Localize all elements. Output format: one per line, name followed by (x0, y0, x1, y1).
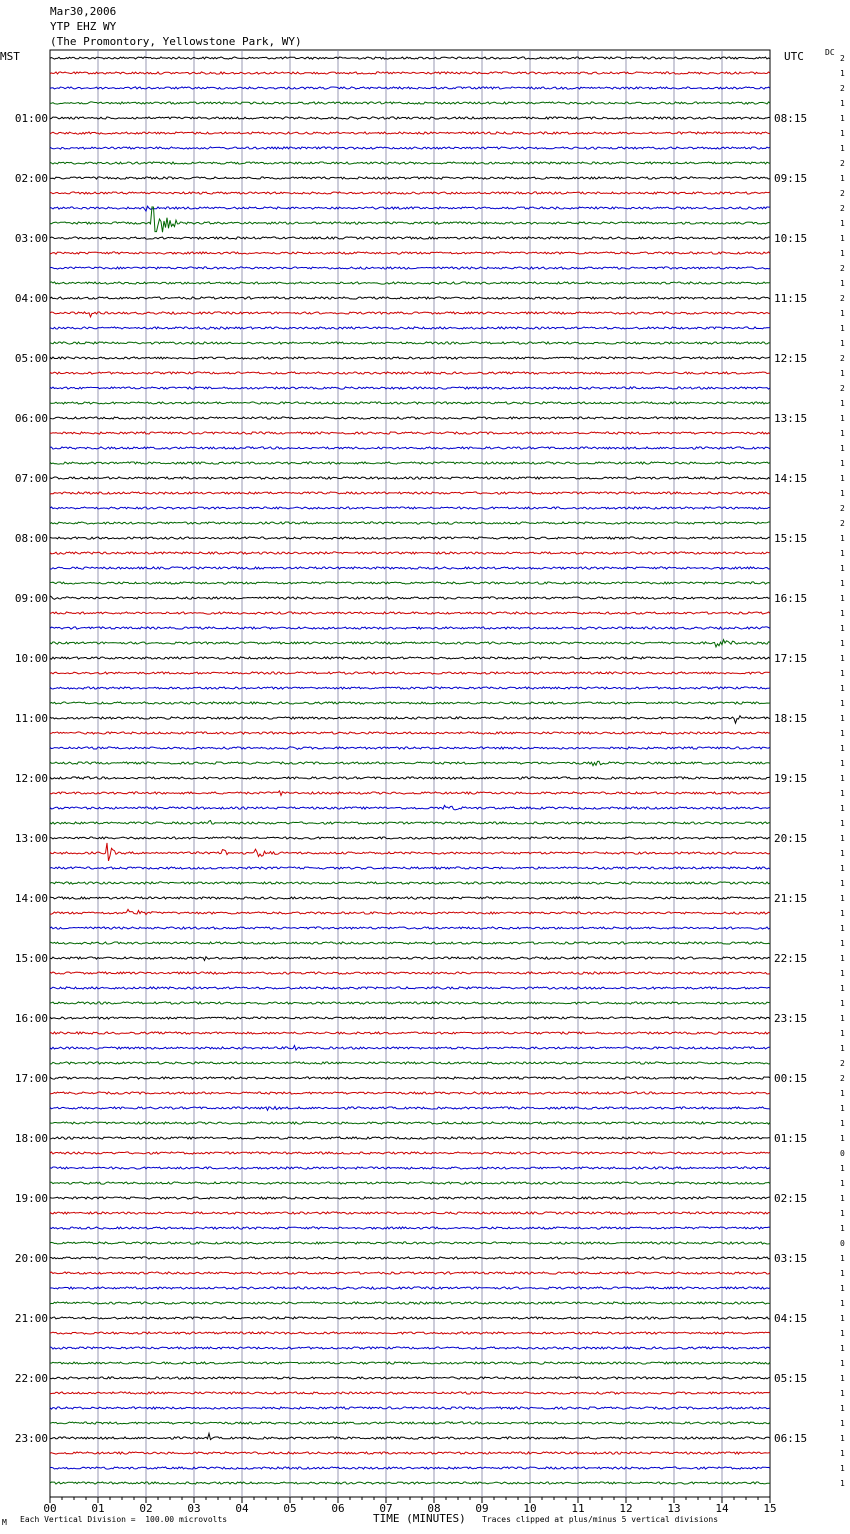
hour-label-left: 07:00 (14, 472, 48, 485)
dc-value: 1 (840, 819, 845, 828)
hour-label-right: 04:15 (774, 1312, 808, 1325)
seismic-trace (50, 627, 770, 629)
seismic-trace (50, 267, 770, 269)
seismic-trace (50, 987, 770, 989)
dc-value: 1 (840, 1359, 845, 1368)
dc-value: 1 (840, 909, 845, 918)
dc-value: 1 (840, 549, 845, 558)
dc-value: 1 (840, 489, 845, 498)
seismic-trace (50, 507, 770, 509)
x-tick-label: 09 (475, 1502, 489, 1515)
dc-value: 1 (840, 759, 845, 768)
hour-label-left: 14:00 (14, 892, 48, 905)
dc-value: 1 (840, 1224, 845, 1233)
dc-value: 1 (840, 864, 845, 873)
dc-value: 1 (840, 579, 845, 588)
dc-value: 1 (840, 219, 845, 228)
seismic-trace (50, 417, 770, 419)
dc-value: 1 (840, 1419, 845, 1428)
hour-label-right: 20:15 (774, 832, 808, 845)
seismic-trace (50, 1362, 770, 1364)
dc-value: 2 (840, 1059, 845, 1068)
dc-value: 1 (840, 1179, 845, 1188)
seismic-trace (50, 927, 770, 929)
seismic-trace (50, 1062, 770, 1064)
dc-value: 1 (840, 1164, 845, 1173)
dc-value: 1 (840, 1449, 845, 1458)
seismic-trace (50, 282, 770, 284)
hour-label-left: 16:00 (14, 1012, 48, 1025)
seismic-trace (50, 206, 770, 211)
seismic-trace (50, 432, 770, 434)
plot-date: Mar30,2006 (50, 5, 117, 18)
seismic-trace (50, 640, 770, 647)
seismic-trace (50, 1197, 770, 1199)
dc-value: 1 (840, 99, 845, 108)
hour-label-right: 22:15 (774, 952, 808, 965)
hour-label-right: 23:15 (774, 1012, 808, 1025)
dc-value: 1 (840, 1389, 845, 1398)
dc-value: 1 (840, 894, 845, 903)
hour-label-left: 18:00 (14, 1132, 48, 1145)
dc-value: 1 (840, 849, 845, 858)
dc-value: 1 (840, 594, 845, 603)
seismic-trace (50, 312, 770, 317)
x-axis-title: TIME (MINUTES) (373, 1512, 466, 1525)
dc-column-label: DC (825, 48, 835, 57)
footer-mark: M (2, 1518, 7, 1527)
hour-label-right: 18:15 (774, 712, 808, 725)
x-tick-label: 00 (43, 1502, 57, 1515)
dc-value: 2 (840, 384, 845, 393)
dc-value: 1 (840, 69, 845, 78)
seismic-trace (50, 1242, 770, 1244)
x-tick-label: 01 (91, 1502, 105, 1515)
hour-label-left: 06:00 (14, 412, 48, 425)
dc-value: 1 (840, 144, 845, 153)
dc-value: 2 (840, 1074, 845, 1083)
seismic-trace (50, 72, 770, 74)
seismic-trace (50, 57, 770, 59)
hour-label-right: 09:15 (774, 172, 808, 185)
seismic-trace (50, 1212, 770, 1214)
dc-value: 1 (840, 669, 845, 678)
seismic-trace (50, 252, 770, 254)
x-tick-label: 14 (715, 1502, 729, 1515)
seismic-trace (50, 1092, 770, 1094)
hour-label-right: 00:15 (774, 1072, 808, 1085)
dc-value: 1 (840, 414, 845, 423)
seismic-trace (50, 327, 770, 329)
seismic-trace (50, 237, 770, 239)
dc-value: 1 (840, 609, 845, 618)
seismic-trace (50, 1002, 770, 1004)
x-tick-label: 12 (619, 1502, 633, 1515)
seismic-trace (50, 1122, 770, 1124)
seismic-trace (50, 1046, 770, 1051)
seismic-trace (50, 1482, 770, 1484)
seismic-trace (50, 732, 770, 734)
dc-value: 1 (840, 699, 845, 708)
seismic-trace (50, 537, 770, 539)
dc-value: 2 (840, 84, 845, 93)
hour-label-right: 12:15 (774, 352, 808, 365)
seismic-trace (50, 942, 770, 944)
x-tick-label: 07 (379, 1502, 393, 1515)
seismic-trace (50, 687, 770, 689)
hour-label-right: 10:15 (774, 232, 808, 245)
x-tick-label: 15 (763, 1502, 777, 1515)
seismic-trace (50, 1227, 770, 1229)
seismic-trace (50, 522, 770, 524)
hour-label-left: 22:00 (14, 1372, 48, 1385)
seismic-trace (50, 462, 770, 464)
seismic-trace (50, 702, 770, 704)
seismic-trace (50, 552, 770, 554)
dc-value: 1 (840, 1089, 845, 1098)
dc-value: 2 (840, 264, 845, 273)
seismic-trace (50, 747, 770, 750)
dc-value: 2 (840, 189, 845, 198)
dc-value: 1 (840, 639, 845, 648)
dc-value: 1 (840, 129, 845, 138)
hour-label-right: 11:15 (774, 292, 808, 305)
dc-value: 1 (840, 399, 845, 408)
seismic-trace (50, 867, 770, 869)
seismic-trace (50, 791, 770, 796)
dc-value: 1 (840, 114, 845, 123)
seismic-trace (50, 477, 770, 479)
seismic-trace (50, 1107, 770, 1111)
dc-value: 1 (840, 774, 845, 783)
dc-value: 1 (840, 1209, 845, 1218)
seismic-trace (50, 1452, 770, 1454)
seismic-trace (50, 147, 770, 149)
dc-value: 1 (840, 714, 845, 723)
seismic-trace (50, 1032, 770, 1034)
dc-value: 1 (840, 1329, 845, 1338)
seismic-trace (50, 761, 770, 765)
seismic-trace (50, 567, 770, 569)
seismic-trace (50, 882, 770, 884)
dc-value: 1 (840, 234, 845, 243)
hour-label-left: 15:00 (14, 952, 48, 965)
dc-value: 1 (840, 369, 845, 378)
dc-value: 1 (840, 1134, 845, 1143)
dc-value: 1 (840, 1479, 845, 1488)
seismic-trace (50, 102, 770, 104)
hour-label-right: 15:15 (774, 532, 808, 545)
seismic-trace (50, 402, 770, 404)
seismic-trace (50, 1317, 770, 1319)
dc-value: 1 (840, 1104, 845, 1113)
dc-value: 1 (840, 954, 845, 963)
seismic-trace (50, 1152, 770, 1154)
x-tick-label: 08 (427, 1502, 441, 1515)
dc-value: 1 (840, 1374, 845, 1383)
seismic-trace (50, 1167, 770, 1169)
seismic-trace (50, 1332, 770, 1334)
seismic-trace (50, 1272, 770, 1274)
seismic-trace (50, 1182, 770, 1184)
seismic-trace (50, 596, 770, 600)
dc-value: 1 (840, 789, 845, 798)
dc-value: 2 (840, 204, 845, 213)
dc-value: 1 (840, 1464, 845, 1473)
dc-value: 1 (840, 744, 845, 753)
seismic-trace (50, 1137, 770, 1139)
seismic-trace (50, 777, 770, 779)
seismic-trace (50, 1467, 770, 1469)
dc-value: 1 (840, 879, 845, 888)
dc-value: 1 (840, 1194, 845, 1203)
hour-label-right: 16:15 (774, 592, 808, 605)
dc-value: 1 (840, 339, 845, 348)
dc-value: 1 (840, 924, 845, 933)
seismic-trace (50, 1377, 770, 1379)
seismic-trace (50, 1347, 770, 1349)
hour-label-left: 12:00 (14, 772, 48, 785)
vertical-scale-note: Each Vertical Division = 100.00 microvolts (20, 1515, 228, 1524)
dc-value: 2 (840, 294, 845, 303)
dc-value: 2 (840, 504, 845, 513)
dc-value: 1 (840, 174, 845, 183)
hour-label-right: 08:15 (774, 112, 808, 125)
dc-value: 0 (840, 1149, 845, 1158)
seismic-trace (50, 657, 770, 659)
seismic-trace (50, 1257, 770, 1259)
hour-label-left: 03:00 (14, 232, 48, 245)
seismic-trace (50, 297, 770, 299)
dc-value: 1 (840, 1344, 845, 1353)
hour-label-right: 02:15 (774, 1192, 808, 1205)
seismic-trace (50, 972, 770, 974)
seismic-trace (50, 192, 770, 194)
seismic-trace (50, 132, 770, 134)
clip-note: Traces clipped at plus/minus 5 vertical divisions (482, 1515, 719, 1524)
seismic-trace (50, 1077, 770, 1079)
hour-label-right: 19:15 (774, 772, 808, 785)
dc-value: 1 (840, 1284, 845, 1293)
seismic-trace (50, 821, 770, 825)
dc-value: 1 (840, 534, 845, 543)
seismic-trace (50, 909, 770, 914)
seismic-trace (50, 837, 770, 839)
x-tick-label: 04 (235, 1502, 249, 1515)
dc-value: 1 (840, 834, 845, 843)
seismic-trace (50, 162, 770, 164)
station-location: (The Promontory, Yellowstone Park, WY) (50, 35, 302, 48)
seismic-trace (50, 1392, 770, 1394)
seismic-trace (50, 447, 770, 449)
x-tick-label: 06 (331, 1502, 345, 1515)
dc-value: 1 (840, 249, 845, 258)
seismic-trace (50, 957, 770, 961)
dc-value: 1 (840, 729, 845, 738)
dc-value: 1 (840, 1044, 845, 1053)
hour-label-left: 23:00 (14, 1432, 48, 1445)
seismic-trace (50, 716, 770, 724)
seismic-trace (50, 1302, 770, 1304)
hour-label-left: 20:00 (14, 1252, 48, 1265)
hour-label-right: 03:15 (774, 1252, 808, 1265)
hour-label-right: 21:15 (774, 892, 808, 905)
hour-label-left: 19:00 (14, 1192, 48, 1205)
dc-value: 1 (840, 1254, 845, 1263)
dc-value: 1 (840, 1269, 845, 1278)
hour-label-left: 05:00 (14, 352, 48, 365)
dc-value: 1 (840, 939, 845, 948)
hour-label-left: 01:00 (14, 112, 48, 125)
dc-value: 1 (840, 1119, 845, 1128)
x-tick-label: 03 (187, 1502, 201, 1515)
seismic-trace (50, 117, 770, 119)
hour-label-left: 02:00 (14, 172, 48, 185)
dc-value: 1 (840, 309, 845, 318)
dc-value: 2 (840, 354, 845, 363)
seismic-trace (50, 87, 770, 89)
dc-value: 1 (840, 624, 845, 633)
x-tick-label: 10 (523, 1502, 537, 1515)
seismic-trace (50, 342, 770, 344)
seismic-trace (50, 177, 770, 179)
seismic-trace (50, 1422, 770, 1424)
dc-value: 1 (840, 1434, 845, 1443)
hour-label-right: 01:15 (774, 1132, 808, 1145)
x-tick-label: 13 (667, 1502, 681, 1515)
x-tick-label: 02 (139, 1502, 153, 1515)
hour-label-left: 08:00 (14, 532, 48, 545)
hour-label-left: 09:00 (14, 592, 48, 605)
dc-value: 1 (840, 984, 845, 993)
seismic-trace (50, 1017, 770, 1019)
seismic-trace (50, 672, 770, 674)
hour-label-right: 14:15 (774, 472, 808, 485)
dc-value: 1 (840, 1314, 845, 1323)
dc-value: 1 (840, 459, 845, 468)
left-timezone-label: MST (0, 50, 20, 63)
dc-value: 2 (840, 159, 845, 168)
seismic-trace (50, 1287, 770, 1289)
hour-label-left: 13:00 (14, 832, 48, 845)
dc-value: 1 (840, 564, 845, 573)
seismic-trace (50, 582, 770, 584)
hour-label-left: 10:00 (14, 652, 48, 665)
dc-value: 2 (840, 54, 845, 63)
dc-value: 1 (840, 444, 845, 453)
seismic-trace (50, 897, 770, 899)
dc-value: 1 (840, 999, 845, 1008)
seismic-trace (50, 1433, 770, 1439)
dc-value: 2 (840, 519, 845, 528)
seismic-trace (50, 492, 770, 494)
hour-label-left: 21:00 (14, 1312, 48, 1325)
dc-value: 1 (840, 279, 845, 288)
dc-value: 1 (840, 654, 845, 663)
dc-value: 1 (840, 474, 845, 483)
dc-value: 1 (840, 684, 845, 693)
seismic-trace (50, 372, 770, 374)
seismic-trace (50, 387, 770, 389)
dc-value: 0 (840, 1239, 845, 1248)
seismic-trace (50, 357, 770, 359)
hour-label-right: 06:15 (774, 1432, 808, 1445)
hour-label-left: 17:00 (14, 1072, 48, 1085)
seismic-trace (50, 1407, 770, 1409)
dc-value: 1 (840, 1029, 845, 1038)
seismic-trace (50, 805, 770, 810)
dc-value: 1 (840, 324, 845, 333)
dc-value: 1 (840, 1014, 845, 1023)
x-tick-label: 11 (571, 1502, 585, 1515)
hour-label-right: 05:15 (774, 1372, 808, 1385)
station-code: YTP EHZ WY (50, 20, 117, 33)
seismic-trace (50, 843, 770, 861)
hour-label-left: 04:00 (14, 292, 48, 305)
x-tick-label: 05 (283, 1502, 297, 1515)
dc-value: 1 (840, 429, 845, 438)
hour-label-right: 13:15 (774, 412, 808, 425)
hour-label-right: 17:15 (774, 652, 808, 665)
seismic-trace (50, 612, 770, 614)
seismic-trace (50, 207, 770, 232)
dc-value: 1 (840, 1299, 845, 1308)
dc-value: 1 (840, 1404, 845, 1413)
dc-value: 1 (840, 969, 845, 978)
hour-label-left: 11:00 (14, 712, 48, 725)
right-timezone-label: UTC (784, 50, 804, 63)
dc-value: 1 (840, 804, 845, 813)
